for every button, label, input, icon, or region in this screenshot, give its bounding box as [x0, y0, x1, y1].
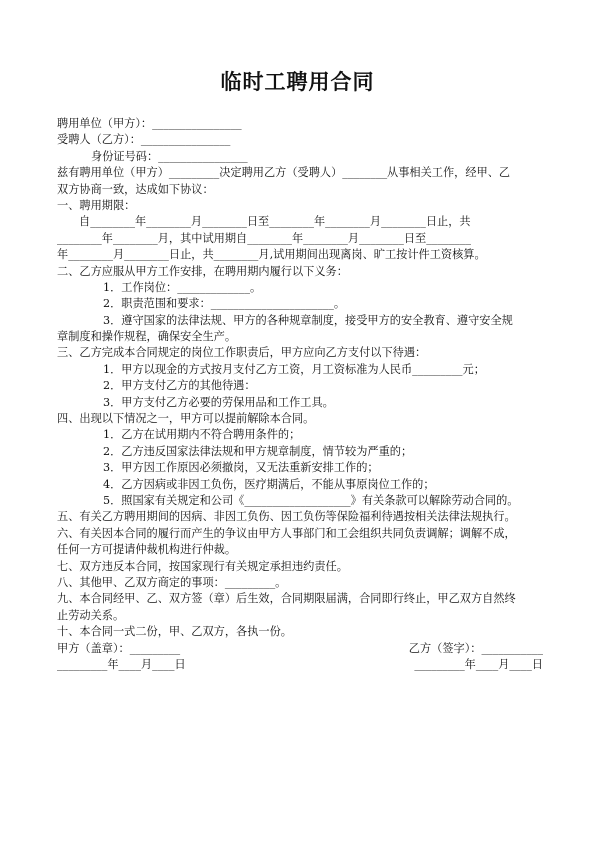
contract-line: 身份证号码：________________	[91, 149, 248, 163]
signature-row	[57, 641, 547, 657]
contract-line: 三、乙方完成本合同规定的岗位工作职责后，甲方应向乙方支付以下待遇：	[57, 346, 427, 360]
contract-line: 二、乙方应服从甲方工作安排，在聘用期内履行以下义务：	[57, 264, 348, 278]
contract-line: 1．工作岗位：_____________。	[103, 280, 262, 294]
contract-line: 5．照国家有关规定和公司《___________________》有关条款可以解除劳动合同的。	[103, 493, 519, 507]
contract-line: 自________年________月________日至________年________月________日止，共	[79, 215, 471, 229]
contract-body	[57, 116, 547, 673]
contract-line: 年________月________日止，共________月,试用期间出现离岗、旷工按计件工资核算。	[57, 248, 486, 262]
contract-line: 兹有聘用单位（甲方）_________决定聘用乙方（受聘人）________从事相关工作，经甲、乙	[57, 166, 511, 180]
contract-line: 2．职责范围和要求：______________________。	[103, 297, 346, 311]
contract-line: 3．甲方因工作原因必须撤岗，又无法重新安排工作的；	[103, 461, 379, 475]
page-title: 临时工聘用合同	[220, 70, 375, 94]
contract-line: 止劳动关系。	[57, 608, 125, 622]
contract-line: 3．遵守国家的法律法规、甲方的各种规章制度，接受甲方的安全教育、遵守安全规	[103, 313, 513, 327]
contract-line: 聘用单位（甲方）：________________	[57, 117, 242, 130]
contract-line: 任何一方可提请仲裁机构进行仲裁。	[57, 543, 237, 557]
contract-line: 十、本合同一式二份，甲、乙双方，各执一份。	[57, 625, 292, 639]
contract-line: 九、本合同经甲、乙、双方签（章）后生效，合同期限届满，合同即行终止，甲乙双方自然终	[57, 592, 516, 606]
date-row	[57, 657, 547, 673]
contract-line: 4．乙方因病或非因工负伤，医疗期满后，不能从事原岗位工作的；	[103, 477, 435, 491]
contract-clauses	[57, 116, 547, 641]
contract-line: 2．甲方支付乙方的其他待遇：	[103, 379, 256, 393]
party-a-date: _________年____月____日	[57, 657, 186, 671]
contract-line: 3．甲方支付乙方必要的劳保用品和工作工具。	[103, 395, 334, 409]
contract-line: 六、有关因本合同的履行而产生的争议由甲方人事部门和工会组织共同负责调解；调解不成，	[57, 526, 516, 540]
contract-line: 2．乙方违反国家法律法规和甲方规章制度，情节较为严重的；	[103, 444, 413, 458]
contract-line: ________年________月，其中试用期自________年________月________日至________	[57, 231, 471, 245]
contract-line: 五、有关乙方聘用期间的因病、非因工负伤、因工负伤等保险福利待遇按相关法律法规执行。	[57, 510, 516, 524]
contract-line: 1．甲方以现金的方式按月支付乙方工资，月工资标准为人民币_________元；	[103, 362, 485, 376]
contract-line: 章制度和操作规程，确保安全生产。	[57, 330, 237, 344]
contract-line: 四、出现以下情况之一，甲方可以提前解除本合同。	[57, 412, 315, 426]
contract-line: 一、聘用期限：	[57, 198, 136, 212]
party-a-seal: 甲方（盖章）：_________	[57, 641, 181, 655]
party-b-date: _________年____月____日	[414, 657, 543, 671]
contract-line: 双方协商一致，达成如下协议：	[57, 182, 214, 196]
contract-line: 八、其他甲、乙双方商定的事项：_________。	[57, 575, 287, 589]
contract-line: 七、双方违反本合同，按国家现行有关规定承担违约责任。	[57, 559, 348, 573]
party-b-signature: 乙方（签字）：___________	[408, 641, 543, 655]
contract-line: 1．乙方在试用期内不符合聘用条件的；	[103, 428, 301, 442]
contract-line: 受聘人（乙方）：________________	[57, 133, 231, 147]
